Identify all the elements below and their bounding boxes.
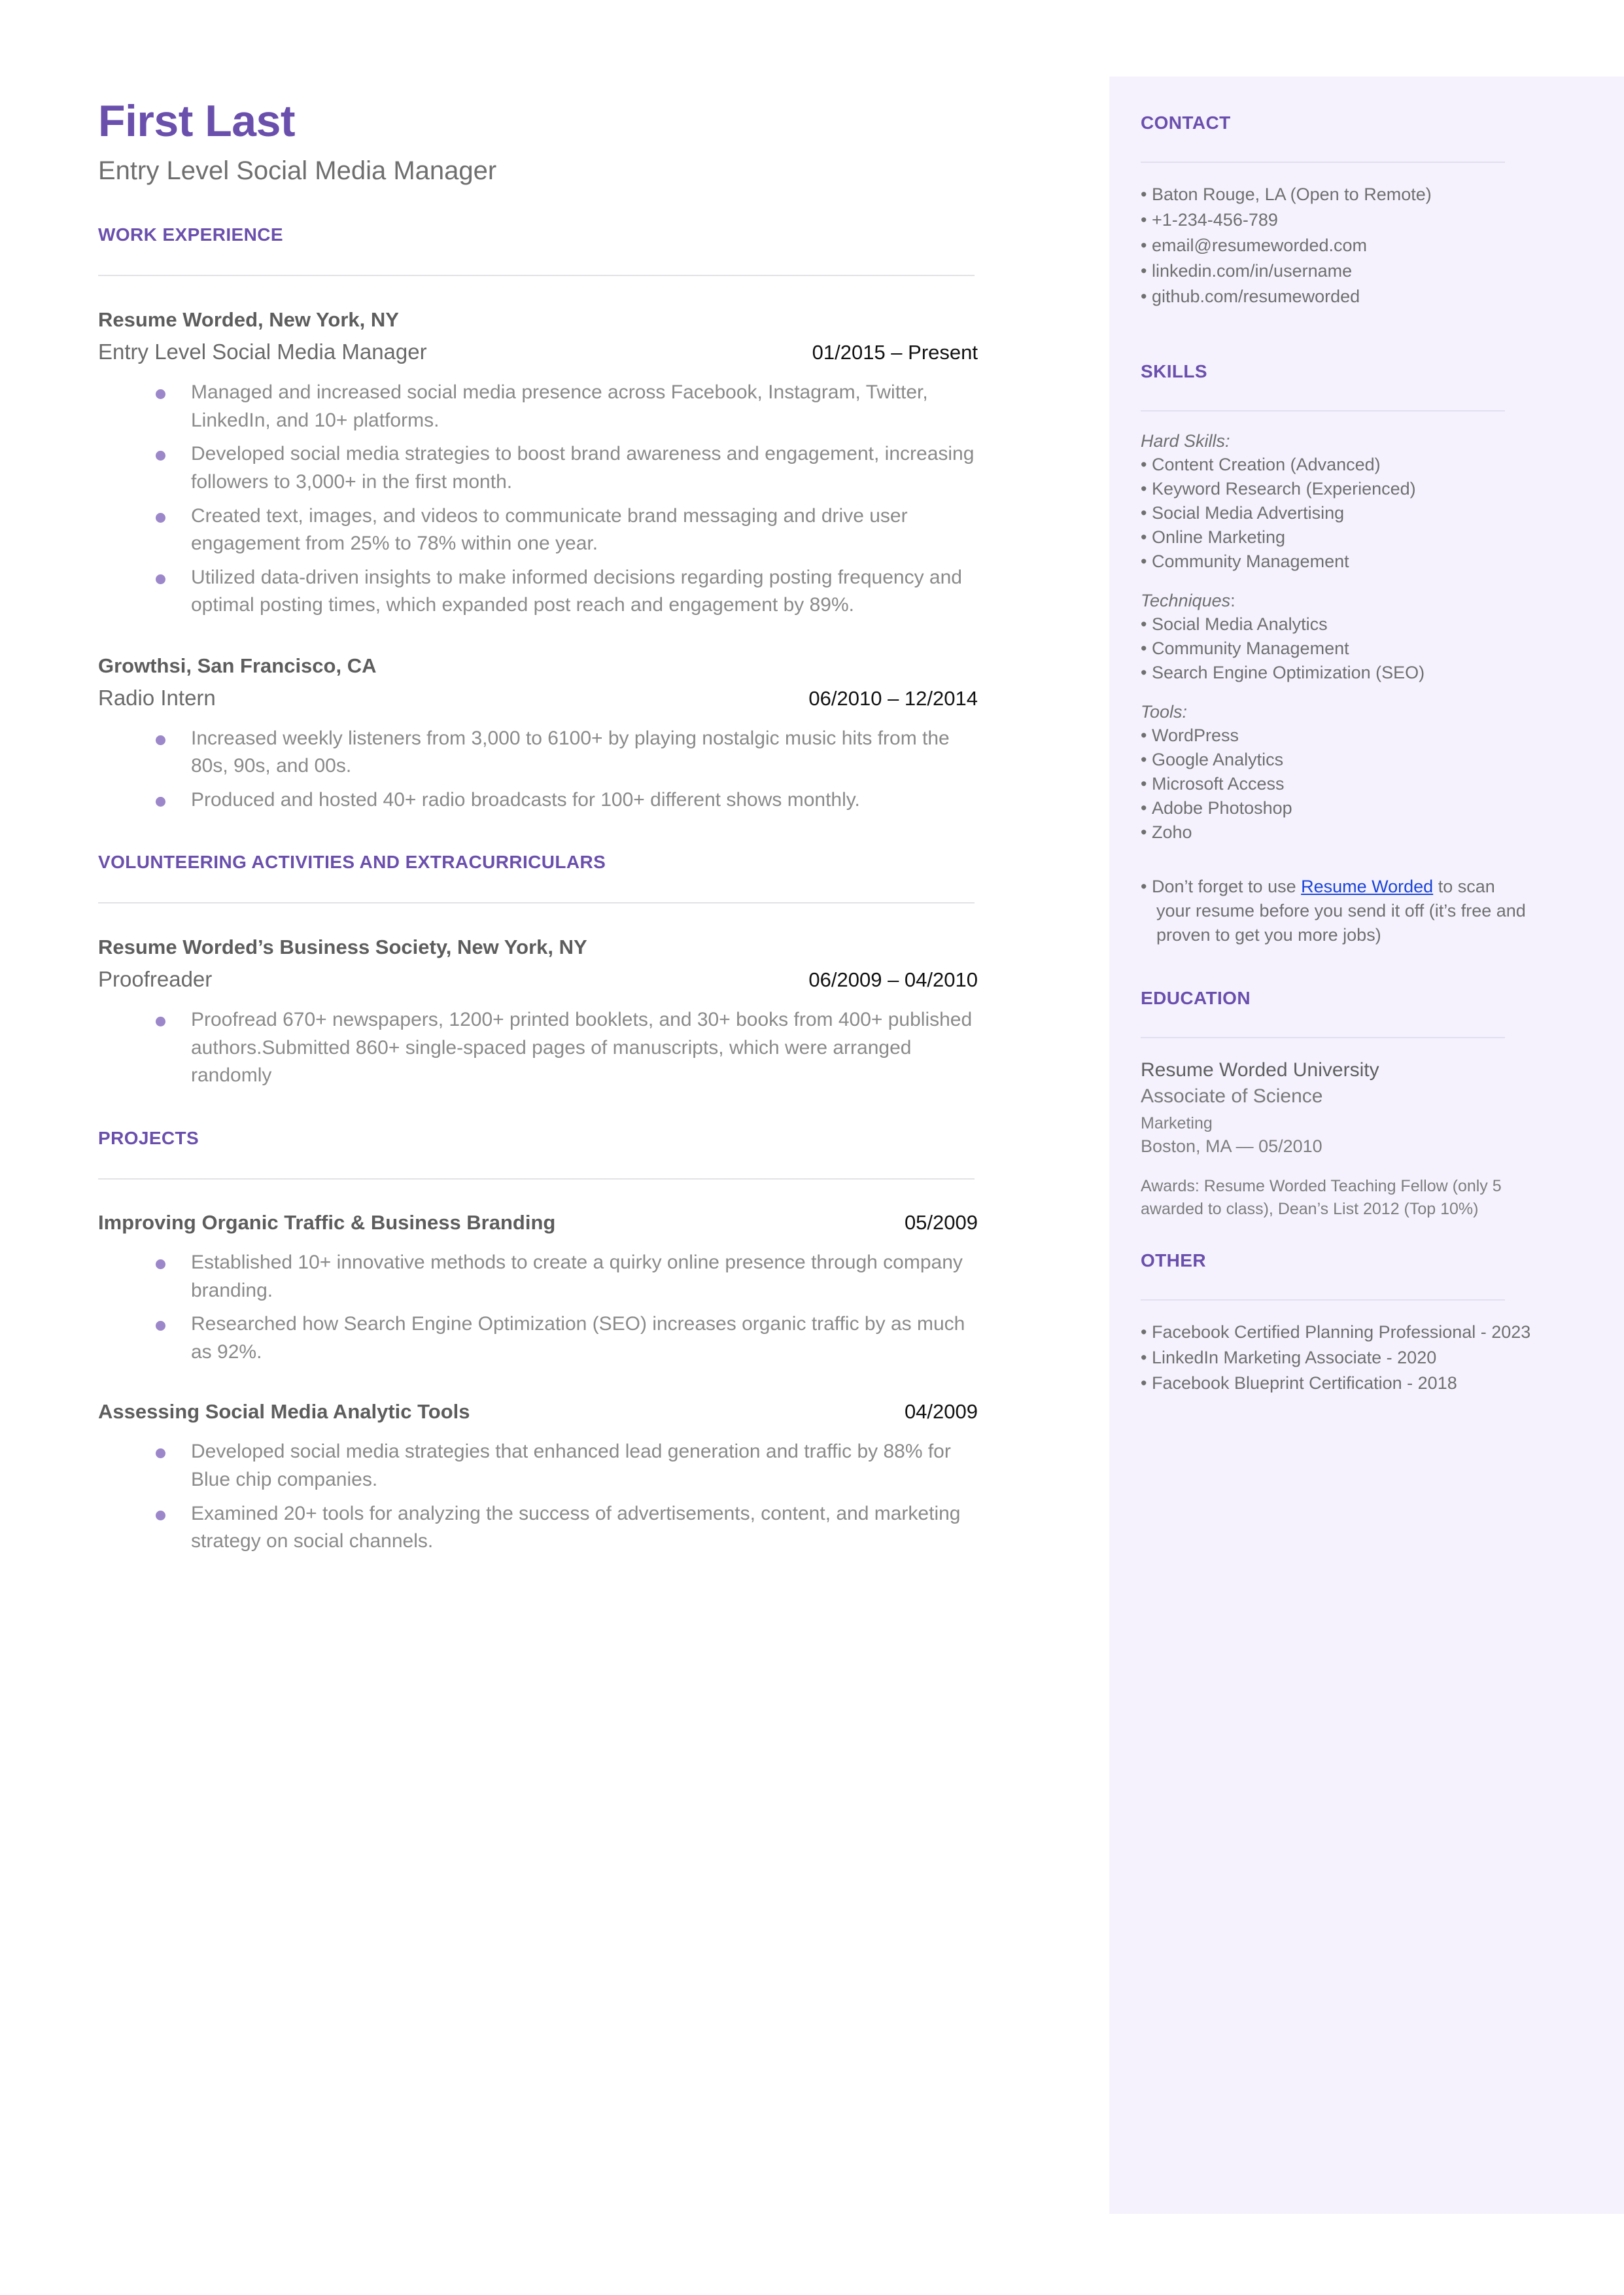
spacer: [1141, 313, 1533, 361]
education-field: Marketing: [1141, 1114, 1213, 1133]
volunteer-dates: 06/2009 – 04/2010: [808, 968, 978, 992]
job-dates: 01/2015 – Present: [812, 341, 978, 364]
project-date: 04/2009: [904, 1400, 978, 1424]
sidebar-divider: [1141, 162, 1505, 163]
bullet-list: [98, 1006, 978, 1090]
list-item: Utilized data-driven insights to make informed decisions regarding posting frequency and optimal posting times, which expanded post reach and engagement by 89%.: [150, 564, 975, 620]
job-title: Entry Level Social Media Manager: [98, 340, 427, 364]
sidebar-section-other: [1141, 1250, 1533, 1395]
promo-text-after: to scan your resume before you send it off (it’s free and proven to get you more jobs): [1156, 876, 1526, 945]
list-item: • Microsoft Access: [1141, 772, 1533, 796]
contact-github[interactable]: • github.com/resumeworded: [1141, 285, 1533, 309]
job-dates: 06/2010 – 12/2014: [808, 686, 978, 710]
sidebar-heading-other: OTHER: [1141, 1250, 1206, 1271]
section-projects: [98, 1128, 978, 1556]
section-divider: [98, 275, 975, 276]
candidate-name: First Last: [98, 96, 296, 146]
section-heading-work-experience: WORK EXPERIENCE: [98, 224, 283, 245]
list-item: • Adobe Photoshop: [1141, 796, 1533, 820]
project-date: 05/2009: [904, 1210, 978, 1234]
sidebar-divider: [1141, 1299, 1505, 1301]
spacer: [1141, 1224, 1533, 1250]
section-divider: [98, 902, 975, 903]
skills-group-label-techniques: [1141, 591, 1533, 611]
project-name: Improving Organic Traffic & Business Branding: [98, 1210, 556, 1234]
list-item: • Community Management: [1141, 550, 1533, 574]
list-item: Established 10+ innovative methods to create a quirky online presence through company branding.: [150, 1249, 975, 1305]
list-item: • Social Media Analytics: [1141, 612, 1533, 637]
sidebar: [1141, 113, 1533, 1399]
list-item: • Google Analytics: [1141, 748, 1533, 772]
list-item: • Online Marketing: [1141, 525, 1533, 550]
project-entry: [98, 1211, 978, 1366]
organization-name: Resume Worded’s Business Society, New York, NY: [98, 936, 587, 959]
list-item: • Facebook Certified Planning Professional - 2023: [1141, 1320, 1533, 1344]
page-title: [98, 98, 978, 186]
project-row: [98, 1400, 978, 1424]
sidebar-section-contact: [1141, 113, 1533, 309]
bullet-list: [98, 1249, 978, 1366]
list-item: Created text, images, and videos to communicate brand messaging and drive user engagement from 25% to 78% within one year.: [150, 502, 975, 558]
sidebar-section-education: [1141, 988, 1533, 1220]
section-volunteering: [98, 852, 978, 1090]
employer-name: Growthsi, San Francisco, CA: [98, 654, 377, 677]
project-row: [98, 1211, 978, 1235]
contact-location: • Baton Rouge, LA (Open to Remote): [1141, 183, 1533, 207]
list-item: Examined 20+ tools for analyzing the success of advertisements, content, and marketing strategy on social channels.: [150, 1500, 975, 1556]
sidebar-section-skills: [1141, 361, 1533, 947]
list-item: Developed social media strategies that enhanced lead generation and traffic by 88% for Blue chip companies.: [150, 1438, 975, 1494]
skills-group-label-tools: Tools:: [1141, 701, 1188, 722]
list-item: • WordPress: [1141, 724, 1533, 748]
sidebar-divider: [1141, 410, 1505, 412]
list-item: Increased weekly listeners from 3,000 to 6100+ by playing nostalgic music hits from the 80s, 90s, and 00s.: [150, 725, 975, 780]
role-row: [98, 340, 978, 364]
list-item: • Social Media Advertising: [1141, 501, 1533, 525]
volunteer-title: Proofreader: [98, 967, 213, 992]
bullet-list: [98, 725, 978, 815]
bullet-list: [98, 1438, 978, 1555]
promo-text-before: Don’t forget to use: [1151, 876, 1302, 896]
section-heading-projects: PROJECTS: [98, 1127, 199, 1148]
contact-email[interactable]: • email@resumeworded.com: [1141, 234, 1533, 258]
techniques-colon: :: [1230, 590, 1235, 610]
list-item: • LinkedIn Marketing Associate - 2020: [1141, 1346, 1533, 1370]
list-item: Developed social media strategies to boost brand awareness and engagement, increasing followers to 3,000+ in the first month.: [150, 440, 975, 496]
list-item: • Content Creation (Advanced): [1141, 453, 1533, 477]
other-list: [1141, 1320, 1533, 1395]
experience-entry: [98, 307, 978, 620]
project-entry: [98, 1400, 978, 1555]
experience-entry: [98, 654, 978, 815]
bullet-list: [98, 379, 978, 620]
list-item: • Search Engine Optimization (SEO): [1141, 661, 1533, 685]
skills-list-tools: [1141, 724, 1533, 845]
section-heading-volunteering: VOLUNTEERING ACTIVITIES AND EXTRACURRICULARS: [98, 852, 606, 873]
techniques-word: Techniques: [1141, 590, 1231, 610]
list-item: • Community Management: [1141, 637, 1533, 661]
list-item: Managed and increased social media presence across Facebook, Instagram, Twitter, LinkedIn, and 10+ platforms.: [150, 379, 975, 434]
section-divider: [98, 1178, 975, 1180]
spacer: [1141, 951, 1533, 988]
education-degree: Associate of Science: [1141, 1085, 1323, 1108]
list-item: • Facebook Blueprint Certification - 2018: [1141, 1371, 1533, 1395]
section-work-experience: [98, 224, 978, 814]
job-title: Radio Intern: [98, 685, 216, 710]
list-item: • Keyword Research (Experienced): [1141, 477, 1533, 501]
skills-list-hard: [1141, 453, 1533, 574]
resume-worded-promo: [1141, 875, 1533, 947]
contact-phone[interactable]: • +1-234-456-789: [1141, 208, 1533, 232]
education-location-date: Boston, MA — 05/2010: [1141, 1136, 1322, 1156]
volunteering-entry: [98, 935, 978, 1090]
contact-linkedin[interactable]: • linkedin.com/in/username: [1141, 259, 1533, 283]
sidebar-heading-contact: CONTACT: [1141, 113, 1231, 133]
list-item: Produced and hosted 40+ radio broadcasts for 100+ different shows monthly.: [150, 786, 975, 815]
main-column: [98, 98, 978, 1562]
education-awards: Awards: Resume Worded Teaching Fellow (only 5 awarded to class), Dean’s List 2012 (Top 10%): [1141, 1177, 1502, 1218]
role-row: [98, 967, 978, 992]
sidebar-divider: [1141, 1037, 1505, 1038]
employer-name: Resume Worded, New York, NY: [98, 308, 399, 332]
role-row: [98, 686, 978, 710]
candidate-role: Entry Level Social Media Manager: [98, 156, 497, 186]
skills-list-techniques: [1141, 612, 1533, 685]
list-item: • Zoho: [1141, 820, 1533, 845]
project-name: Assessing Social Media Analytic Tools: [98, 1400, 470, 1424]
sidebar-heading-skills: SKILLS: [1141, 360, 1207, 381]
skills-group-label-hard: Hard Skills:: [1141, 430, 1230, 451]
list-item: Researched how Search Engine Optimization (SEO) increases organic traffic by as much as 92%.: [150, 1310, 975, 1366]
education-school: Resume Worded University: [1141, 1059, 1379, 1081]
contact-list: [1141, 183, 1533, 309]
list-item: Proofread 670+ newspapers, 1200+ printed booklets, and 30+ books from 400+ published authors.Submitted 860+ single-spaced pages of manuscripts, which were arranged randomly: [150, 1006, 975, 1090]
resume-worded-link[interactable]: Resume Worded: [1301, 876, 1434, 896]
sidebar-heading-education: EDUCATION: [1141, 987, 1251, 1008]
